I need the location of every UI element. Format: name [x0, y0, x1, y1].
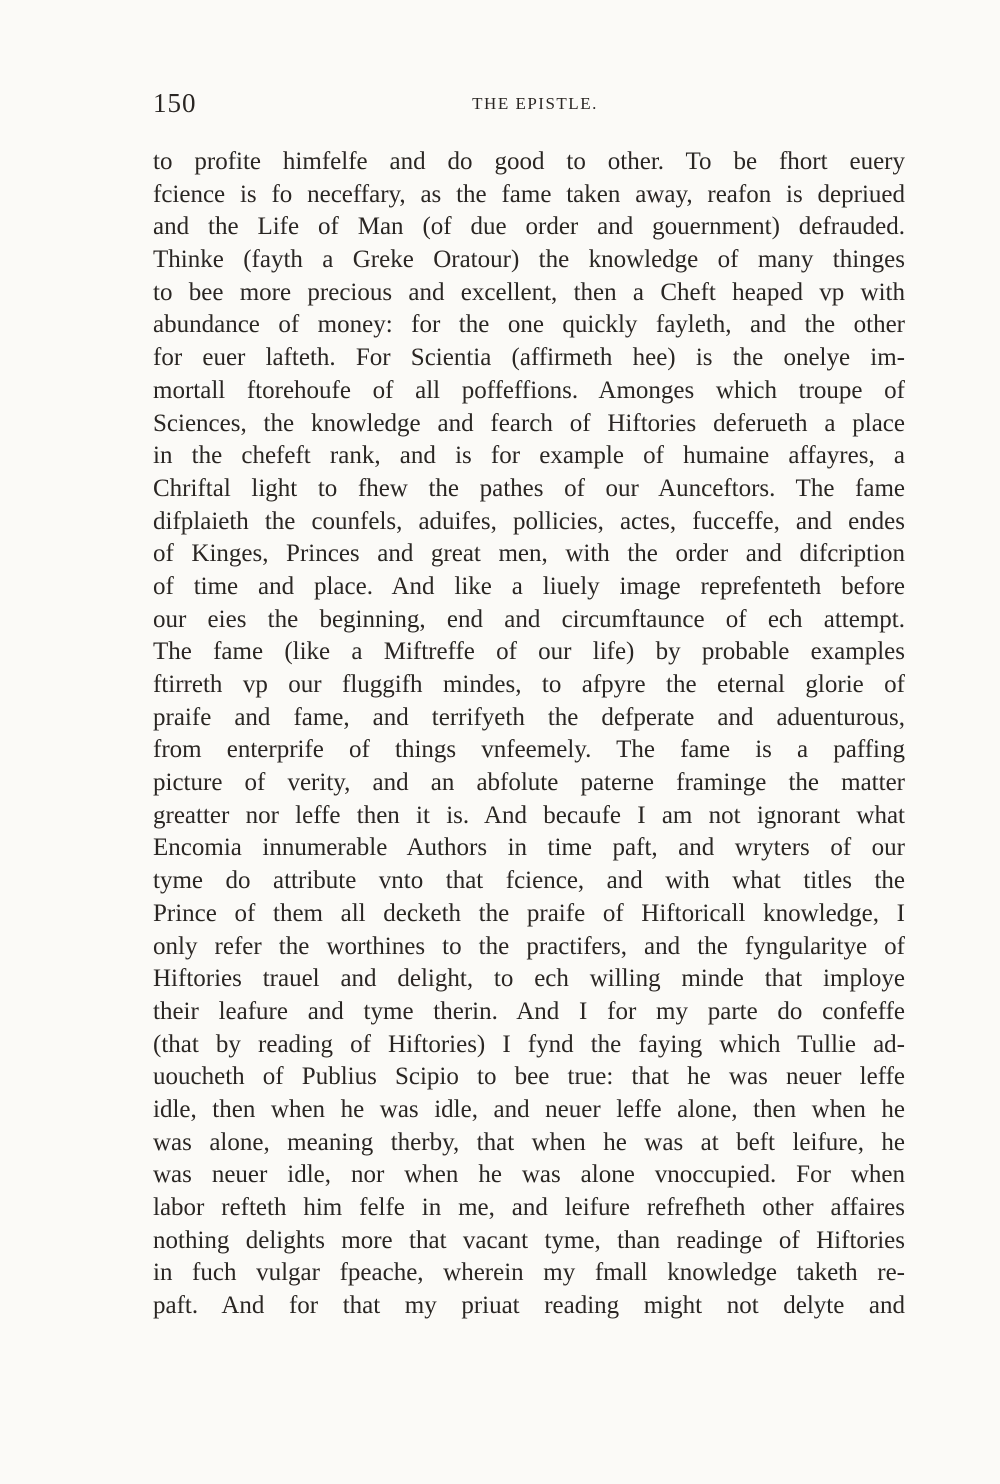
text-line: difplaieth the counfels, aduifes, pollicies, actes, fucceffe, and endes [153, 507, 905, 535]
text-line: only refer the worthines to the practifers, and the fyngularitye of [153, 932, 905, 960]
text-line: uoucheth of Publius Scipio to bee true: that he was neuer leffe [153, 1063, 905, 1091]
text-line: and the Life of Man (of due order and gouernment) defrauded. [153, 213, 905, 241]
text-line: fcience is fo neceffary, as the fame taken away, reafon is depriued [153, 180, 905, 208]
body-text [153, 146, 905, 1323]
text-line: Chriftal light to fhew the pathes of our Aunceftors. The fame [153, 474, 905, 502]
text-line: Thinke (fayth a Greke Oratour) the knowledge of many thinges [153, 246, 905, 274]
text-line: our eies the beginning, end and circumftaunce of ech attempt. [153, 605, 905, 633]
text-line: The fame (like a Miftreffe of our life) by probable examples [153, 638, 905, 666]
text-line: to profite himfelfe and do good to other. To be fhort euery [153, 148, 905, 175]
text-line: idle, then when he was idle, and neuer leffe alone, then when he [153, 1095, 905, 1123]
text-line: was alone, meaning therby, that when he was at beft leifure, he [153, 1128, 905, 1156]
text-line: in fuch vulgar fpeache, wherein my fmall knowledge taketh re- [153, 1259, 905, 1287]
text-line: greatter nor leffe then it is. And becaufe I am not ignorant what [153, 801, 905, 829]
text-line: (that by reading of Hiftories) I fynd the faying which Tullie ad- [153, 1030, 905, 1058]
text-line: Encomia innumerable Authors in time paft, and wryters of our [153, 834, 905, 862]
text-line: was neuer idle, nor when he was alone vnoccupied. For when [153, 1161, 905, 1189]
text-line: for euer lafteth. For Scientia (affirmeth hee) is the onelye im- [153, 344, 905, 372]
text-line: tyme do attribute vnto that fcience, and with what titles the [153, 867, 905, 895]
text-line: picture of verity, and an abfolute paterne framinge the matter [153, 769, 905, 797]
text-line: nothing delights more that vacant tyme, than readinge of Hiftories [153, 1226, 905, 1254]
text-line: labor refteth him felfe in me, and leifure refrefheth other affaires [153, 1194, 905, 1221]
page-number: 150 [153, 88, 197, 118]
text-line: praife and fame, and terrifyeth the defperate and aduenturous, [153, 703, 905, 731]
text-line: from enterprife of things vnfeemely. The fame is a paffing [153, 736, 905, 764]
text-line: in the chefeft rank, and is for example of humaine affayres, a [153, 442, 905, 470]
text-line: abundance of money: for the one quickly fayleth, and the other [153, 311, 905, 339]
text-line: of time and place. And like a liuely image reprefenteth before [153, 572, 905, 600]
text-line: Prince of them all decketh the praife of Hiftoricall knowledge, I [153, 899, 905, 927]
text-line: Sciences, the knowledge and fearch of Hiftories deferueth a place [153, 409, 905, 437]
running-head [153, 88, 905, 124]
running-title: THE EPISTLE. [472, 94, 598, 113]
text-line: Hiftories trauel and delight, to ech willing minde that imploye [153, 965, 905, 993]
text-line: their leafure and tyme therin. And I for my parte do confeffe [153, 997, 905, 1025]
text-line: to bee more precious and excellent, then a Cheft heaped vp with [153, 278, 905, 306]
text-line: of Kinges, Princes and great men, with the order and difcription [153, 540, 905, 568]
text-line: mortall ftorehoufe of all poffeffions. Amonges which troupe of [153, 376, 905, 404]
text-line: paft. And for that my priuat reading might not delyte and [153, 1292, 905, 1320]
text-line: ftirreth vp our fluggifh mindes, to afpyre the eternal glorie of [153, 671, 905, 698]
